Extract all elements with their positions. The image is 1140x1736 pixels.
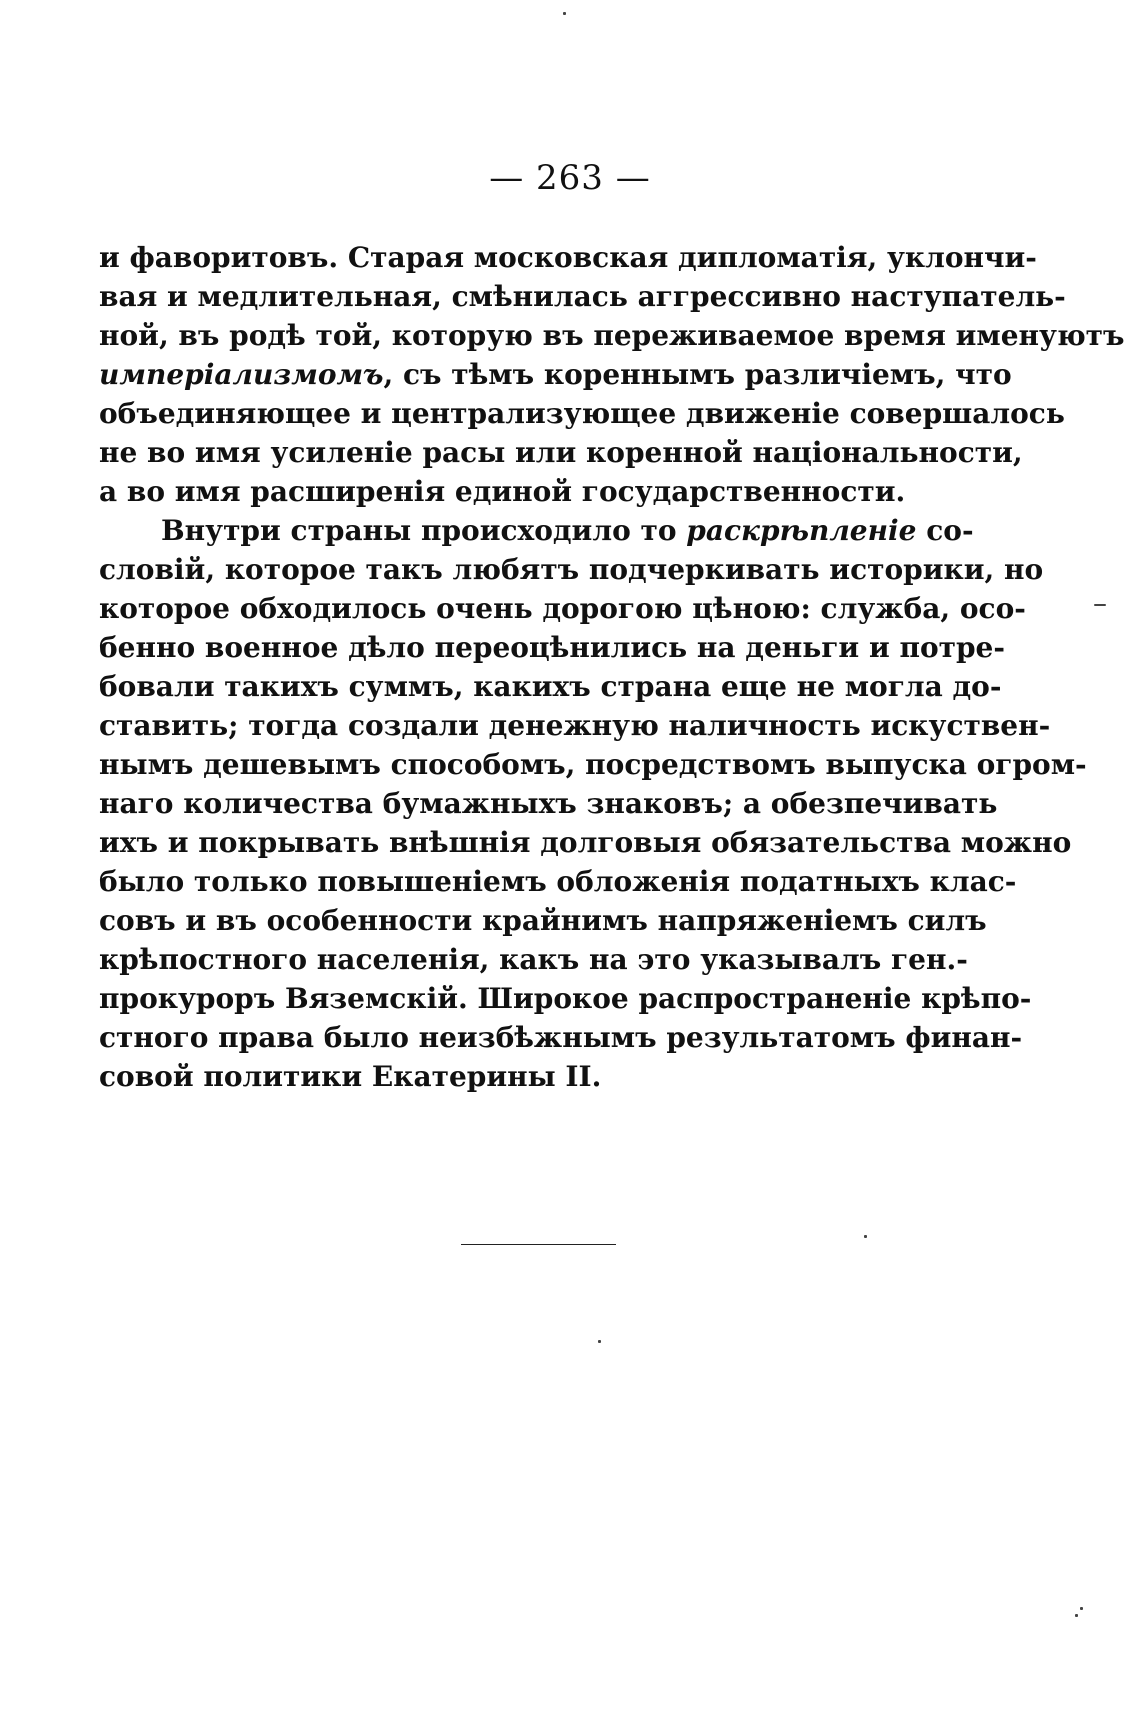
text-line	[99, 433, 1023, 472]
text-segment: стного права было неизбѣжнымъ результатомъ финан-	[99, 1021, 1023, 1054]
text-line	[99, 706, 1051, 745]
text-segment: , съ тѣмъ кореннымъ различіемъ, что	[383, 358, 1012, 391]
text-segment: вая и медлительная, смѣнилась аггрессивно наступатель-	[99, 280, 1066, 313]
text-line	[99, 667, 1002, 706]
text-line	[99, 511, 974, 550]
italic-term: имперіализмомъ	[99, 358, 384, 391]
text-segment: объединяющее и централизующее движеніе совершалось	[99, 397, 1065, 430]
text-line	[99, 784, 998, 823]
text-segment: прокуроръ Вяземскій. Широкое распространеніе крѣпо-	[99, 982, 1032, 1015]
text-segment: крѣпостного населенія, какъ на это указывалъ ген.-	[99, 943, 968, 976]
text-segment: не во имя усиленіе расы или коренной національности,	[99, 436, 1023, 469]
scan-speck	[1075, 1614, 1078, 1617]
text-line	[99, 277, 1066, 316]
text-segment: бовали такихъ суммъ, какихъ страна еще не могла до-	[99, 670, 1002, 703]
text-segment: совой политики Екатерины II.	[99, 1060, 602, 1093]
text-segment: наго количества бумажныхъ знаковъ; а обезпечивать	[99, 787, 998, 820]
text-segment: ной, въ родѣ той, которую въ переживаемое время именуютъ	[99, 319, 1125, 352]
text-segment: которое обходилось очень дорогою цѣною: служба, осо-	[99, 592, 1026, 625]
text-segment: нымъ дешевымъ способомъ, посредствомъ выпуска огром-	[99, 748, 1087, 781]
italic-term: раскрѣпленіе	[686, 514, 917, 547]
text-line	[99, 823, 1072, 862]
text-line	[99, 628, 1005, 667]
body-text	[99, 238, 1125, 1096]
scan-speck	[864, 1235, 867, 1238]
text-line	[99, 940, 968, 979]
text-segment: ихъ и покрывать внѣшнія долговыя обязательства можно	[99, 826, 1072, 859]
text-line	[99, 394, 1065, 433]
text-segment: со-	[916, 514, 974, 547]
text-line	[99, 589, 1026, 628]
text-line	[99, 316, 1125, 355]
scan-speck	[563, 12, 566, 15]
scan-speck	[598, 1340, 601, 1343]
text-segment: и фаворитовъ. Старая московская дипломатія, уклончи-	[99, 241, 1037, 274]
text-segment: совъ и въ особенности крайнимъ напряженіемъ силъ	[99, 904, 987, 937]
text-segment: бенно военное дѣло переоцѣнились на деньги и потре-	[99, 631, 1005, 664]
text-line	[99, 745, 1087, 784]
scan-speck	[1080, 1607, 1083, 1610]
text-line	[99, 472, 965, 511]
text-segment: Внутри страны происходило то	[161, 514, 687, 547]
page-number: — 263 —	[489, 158, 651, 198]
text-line	[99, 550, 1044, 589]
scan-speck	[1094, 604, 1106, 606]
text-segment: а во имя расширенія единой государственности.	[99, 475, 906, 508]
end-rule	[461, 1244, 616, 1245]
paragraph	[99, 511, 1087, 1096]
text-line	[99, 1018, 1023, 1057]
text-segment: было только повышеніемъ обложенія податныхъ клас-	[99, 865, 1017, 898]
text-line	[99, 1057, 965, 1096]
text-line	[99, 862, 1017, 901]
text-segment: ставить; тогда создали денежную наличность искуствен-	[99, 709, 1051, 742]
text-line	[99, 355, 1012, 394]
text-line	[99, 901, 987, 940]
text-line	[99, 238, 1037, 277]
text-line	[99, 979, 1032, 1018]
text-segment: словій, которое такъ любятъ подчеркивать историки, но	[99, 553, 1044, 586]
paragraph	[99, 238, 1125, 511]
